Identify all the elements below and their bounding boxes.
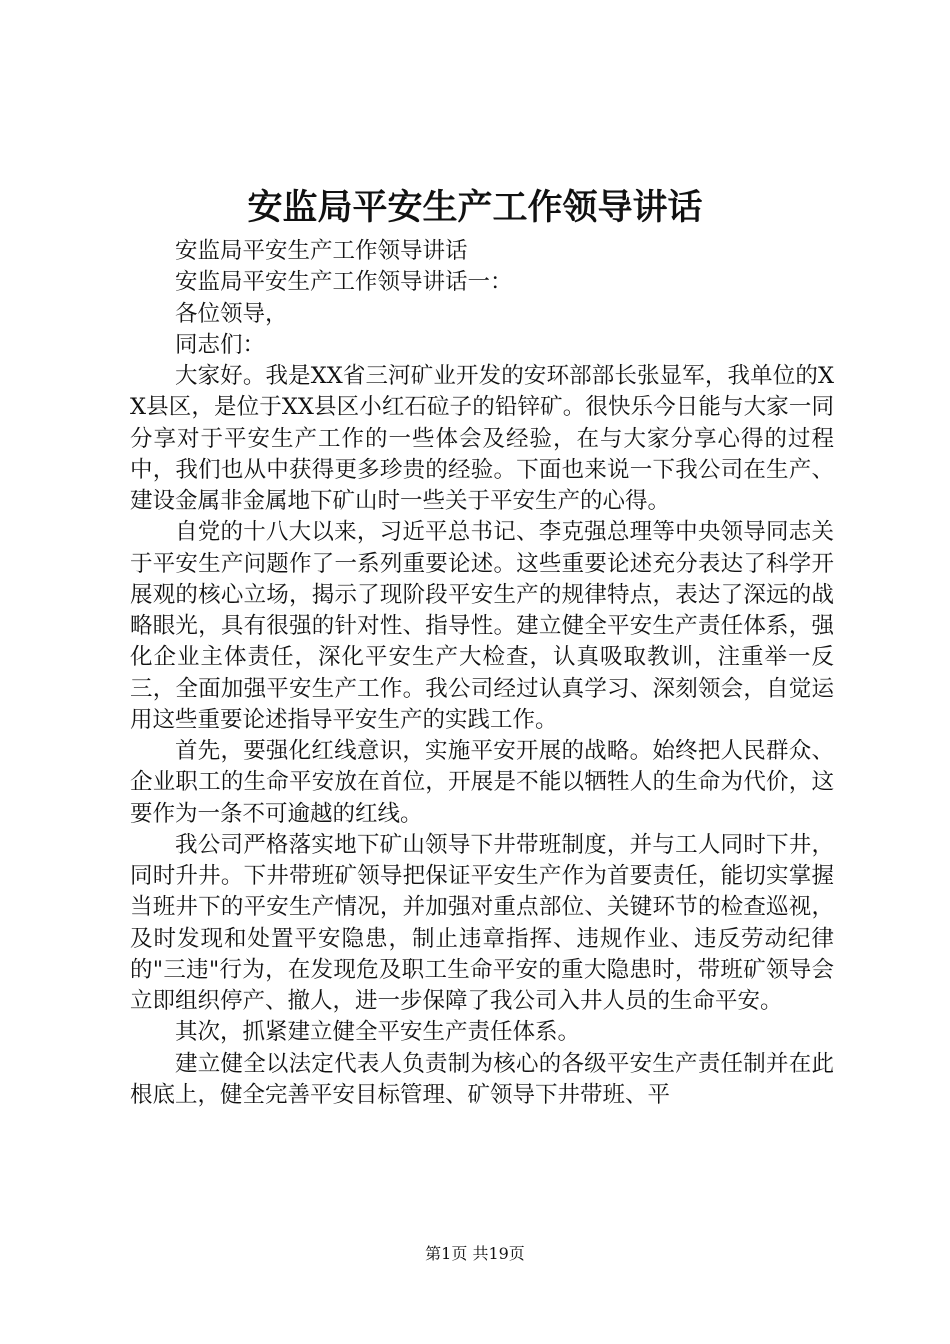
paragraph-subtitle: 安监局平安生产工作领导讲话一： (175, 269, 513, 296)
paragraph-introduction: 大家好。我是XX省三河矿业开发的安环部部长张显军，我单位的XX县区，是位于XX县区小红石砬子的铅锌矿。很快乐今日能与大家一同分享对于平安生产工作的一些体会及经验，在与大家分享心得的过程中，我们也从中获得更多珍贵的经验。下面也来说一下我公司在生产、建设金属非金属地下矿山时一些关于平安生产的心得。 (130, 363, 834, 514)
page-footer: 第1页 共19页 (425, 1244, 525, 1263)
paragraph-second-point: 其次，抓紧建立健全平安生产责任体系。 (175, 1019, 581, 1046)
paragraph-responsibility-system: 建立健全以法定代表人负责制为核心的各级平安生产责任制并在此根底上，健全完善平安目标管理、矿领导下井带班、平 (130, 1050, 834, 1108)
paragraph-first-point: 首先，要强化红线意识，实施平安开展的战略。始终把人民群众、企业职工的生命平安放在首位，开展是不能以牺牲人的生命为代价，这要作为一条不可逾越的红线。 (130, 738, 834, 827)
paragraph-heading-repeat: 安监局平安生产工作领导讲话 (175, 238, 468, 264)
paragraph-salutation-leaders: 各位领导， (175, 300, 288, 327)
paragraph-shift-system: 我公司严格落实地下矿山领导下井带班制度，并与工人同时下井，同时升井。下井带班矿领导把保证平安生产作为首要责任，能切实掌握当班井下的平安生产情况，并加强对重点部位、关键环节的检查巡视，及时发现和处置平安隐患，制止违章指挥、违规作业、违反劳动纪律的"三违"行为，在发现危及职工生命平安的重大隐患时，带班矿领导会立即组织停产、撤人，进一步保障了我公司入井人员的生命平安。 (130, 831, 834, 1014)
document-title: 安监局平安生产工作领导讲话 (247, 187, 703, 228)
paragraph-background: 自党的十八大以来，习近平总书记、李克强总理等中央领导同志关于平安生产问题作了一系列重要论述。这些重要论述充分表达了科学开展观的核心立场，揭示了现阶段平安生产的规律特点，表达了深远的战略眼光，具有很强的针对性、指导性。建立健全平安生产责任体系，强化企业主体责任，深化平安生产大检查，认真吸取教训，注重举一反三，全面加强平安生产工作。我公司经过认真学习、深刻领会，自觉运用这些重要论述指导平安生产的实践工作。 (130, 519, 834, 733)
paragraph-salutation-comrades: 同志们： (175, 331, 266, 358)
document-body (130, 236, 834, 1111)
